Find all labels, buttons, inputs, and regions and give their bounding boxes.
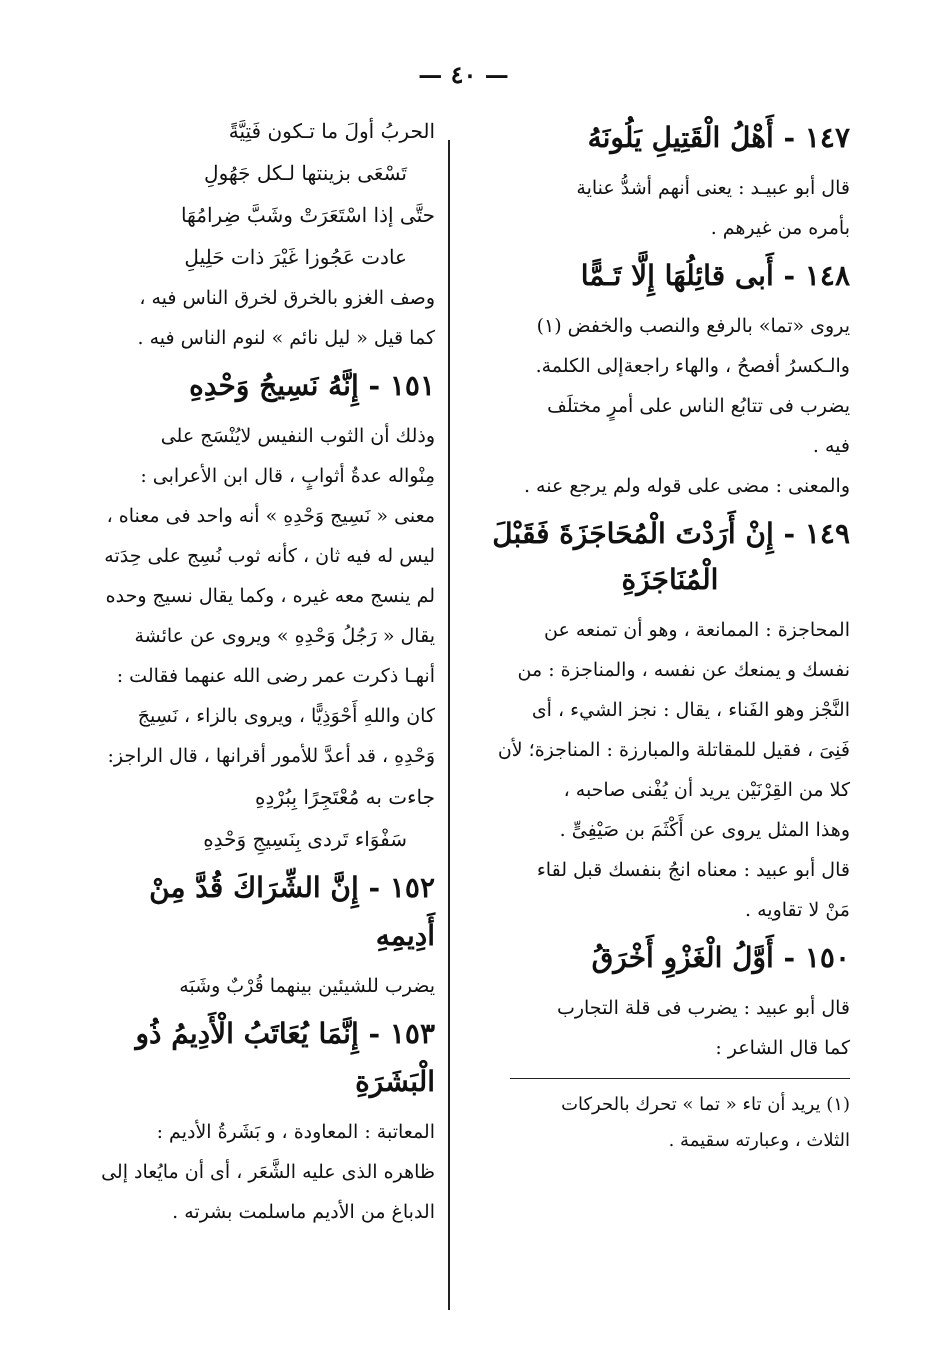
entry-151-text: لم ينسج معه غيره ، وكما يقال نسيج وحده (105, 585, 435, 607)
entry-148-text: فيه . (812, 435, 850, 457)
entry-149-text: قال أبو عبيد : معناه انجُ بنفسك قبل لقاء (536, 859, 850, 881)
entry-147-text: بأمره من غيرهم . (710, 217, 850, 239)
entry-153-text: الدباغ من الأديم ماسلمت بشرته . (172, 1201, 435, 1223)
footnote: الثلاث ، وعبارته سقيمة . (668, 1130, 850, 1151)
page-number: — ٤٠ — (418, 60, 509, 89)
entry-151-title: ١٥١ - إِنَّهُ نَسِيجُ وَحْدِهِ (189, 369, 435, 402)
entry-148-text: والـكسرُ أفصحُ ، والهاء راجعةإلى الكلمة. (535, 355, 850, 377)
entry-149-text: نفسك و يمنعك عن نفسه ، والمناجزة : من (517, 659, 850, 681)
entry-150-text: قال أبو عبيد : يضرب فى قلة التجارب (556, 997, 850, 1019)
column-divider (448, 140, 450, 1310)
entry-151-text: كان واللهِ أَحْوَذِيًّا ، ويروى بالزاء ، نَسِيجَ (137, 705, 435, 727)
entry-151-text: وَحْدِهِ ، قد أعدَّ للأمور أقرانها ، قال الراجز: (107, 745, 435, 767)
entry-151-text: وذلك أن الثوب النفيس لايُنْسَج على (160, 425, 435, 447)
entry-151-text: ليس له فيه ثان ، كأنه ثوب نُسِج على حِدَته (104, 545, 435, 567)
entry-153-text: المعاتبة : المعاودة ، و بَشَرةُ الأديم : (156, 1121, 435, 1143)
entry-153-title: ١٥٣ - إِنَّمَا يُعَاتَبُ الْأَدِيمُ ذُو الْبَشَرَةِ (135, 1017, 435, 1098)
entry-148-text: والمعنى : مضى على قوله ولم يرجع عنه . (523, 475, 850, 497)
verse-line: سَفْوَاء تَردى بِنَسِيجِ وَحْدِهِ (203, 827, 407, 851)
right-column (490, 110, 850, 1159)
poem-line: حتَّى إذا اسْتَعَرَتْ وشَبَّ ضِرامُهَا (180, 203, 435, 227)
entry-149-text: النَّجْز وهو الفَناء ، يقال : نجز الشيء ، أى (531, 699, 850, 721)
entry-150-text: كما قال الشاعر : (715, 1037, 850, 1059)
footnote: (١) يريد أن تاء « تما » تحرك بالحركات (561, 1094, 850, 1115)
entry-151-text: يقال « رَجُلُ وَحْدِهِ » ويروى عن عائشة (134, 625, 435, 647)
entry-152-title: ١٥٢ - إِنَّ الشِّرَاكَ قُدَّ مِنْ أَدِيمِهِ (149, 871, 435, 952)
entry-151-text: أنهـا ذكرت عمر رضى الله عنهما فقالت : (116, 665, 435, 687)
entry-149-text: وهذا المثل يروى عن أَكْثَمَ بن صَيْفِىٍّ . (559, 819, 850, 841)
entry-149-title-cont: الْمُنَاجَزَةِ (621, 563, 719, 596)
entry-150-title: ١٥٠ - أَوَّلُ الْغَزْوِ أَخْرَقُ (591, 941, 850, 974)
footnote-rule (510, 1078, 850, 1079)
left-column (90, 110, 435, 1232)
entry-149-text: كلا من القِرْنَيْن يريد أن يُفْنى صاحبه ، (563, 779, 850, 801)
entry-150-text: كما قيل « ليل نائم » لنوم الناس فيه . (137, 327, 435, 349)
entry-151-text: مِنْواله عدةُ أثوابٍ ، قال ابن الأعرابى : (140, 465, 435, 487)
entry-149-text: مَنْ لا تقاويه . (745, 899, 850, 921)
entry-148-title: ١٤٨ - أَبى قائِلُهَا إِلَّا تَـمًّا (580, 259, 850, 292)
entry-149-text: فَنِىَ ، فقيل للمقاتلة والمبارزة : المناجزة؛ لأن (497, 739, 850, 761)
entry-149-title: ١٤٩ - إِنْ أَرَدْتَ الْمُحَاجَزَةَ فَقَبْلَ (492, 517, 850, 550)
entry-153-text: ظاهره الذى عليه الشَّعَر ، أى أن مايُعاد إلى (101, 1161, 435, 1183)
entry-151-text: معنى « نَسِيج وَحْدِهِ » أنه واحد فى معناه ، (106, 505, 435, 527)
entry-147-title: ١٤٧ - أَهْلُ الْقَتِيلِ يَلُونَهُ (587, 121, 850, 154)
entry-148-text: يضرب فى تتابُع الناس على أمرٍ مختلَف (547, 395, 850, 417)
verse-line: جاءت به مُعْتَجِرًا بِبُرْدِهِ (255, 785, 435, 809)
entry-147-text: قال أبو عبيـد : يعنى أنهم أشدُّ عناية (576, 177, 850, 199)
poem-line: الحربُ أولَ ما تـكون فَتِيَّةً (228, 119, 435, 143)
poem-line: تَسْعَى بزينتها لـكل جَهُولِ (204, 161, 407, 185)
entry-152-text: يضرب للشيئين بينهما قُرْبٌ وشَبَه (179, 975, 435, 997)
entry-150-text: وصف الغزو بالخرق لخرق الناس فيه ، (139, 287, 435, 309)
entry-149-text: المحاجزة : الممانعة ، وهو أن تمنعه عن (544, 619, 850, 641)
poem-line: عادت عَجُوزا غَيْرَ ذات حَلِيلِ (184, 245, 407, 269)
entry-148-text: يروى «تما» بالرفع والنصب والخفض (١) (536, 315, 850, 337)
